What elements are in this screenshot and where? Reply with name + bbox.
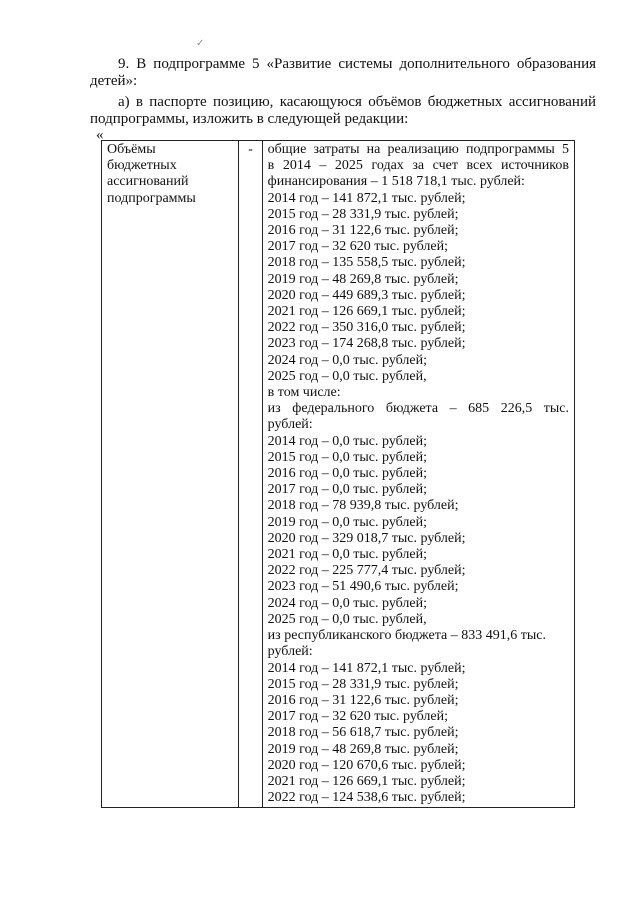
content-line: 2022 год – 225 777,4 тыс. рублей; [267,563,466,579]
content-line: 2016 год – 31 122,6 тыс. рублей; [267,692,459,708]
content-line: 2015 год – 0,0 тыс. рублей; [267,449,428,465]
opening-quote: « [96,127,104,143]
paragraph-9: 9. В подпрограмме 5 «Развитие системы дополнительного образования детей»: [90,56,596,89]
paragraph-a: а) в паспорте позицию, касающуюся объёмов бюджетных ассигнований подпрограммы, изложить в следующей редакции: [90,94,596,127]
content-line: 2024 год – 0,0 тыс. рублей; [267,595,428,611]
content-line: 2018 год – 78 939,8 тыс. рублей; [267,498,459,514]
content-line: 2019 год – 48 269,8 тыс. рублей; [267,271,459,287]
content-line: 2022 год – 350 316,0 тыс. рублей; [267,320,466,336]
content-line: финансирования – 1 518 718,1 тыс. рублей: [267,174,525,190]
content-line: 2017 год – 32 620 тыс. рублей; [267,239,449,255]
content-line: 2021 год – 0,0 тыс. рублей; [267,547,428,563]
content-line: 2014 год – 0,0 тыс. рублей; [267,433,428,449]
content-line: 2018 год – 56 618,7 тыс. рублей; [267,725,459,741]
content-line: 2020 год – 329 018,7 тыс. рублей; [267,530,466,546]
budget-passport-table [101,140,575,808]
content-line: 2020 год – 449 689,3 тыс. рублей; [267,287,466,303]
label-cell [102,141,239,808]
content-line: 2021 год – 126 669,1 тыс. рублей; [267,304,466,320]
content-line: 2021 год – 126 669,1 тыс. рублей; [267,773,466,789]
content-line: 2019 год – 48 269,8 тыс. рублей; [267,741,459,757]
content-line: 2022 год – 124 538,6 тыс. рублей; [267,790,466,806]
dash-cell [239,141,262,808]
content-line: 2019 год – 0,0 тыс. рублей; [267,514,428,530]
content-line: общие затраты на реализацию подпрограммы 5 [267,142,569,157]
content-line: 2025 год – 0,0 тыс. рублей, [267,611,427,627]
content-line: 2014 год – 141 872,1 тыс. рублей; [267,190,466,206]
content-line: в 2014 – 2025 годах за счет всех источников [267,158,569,174]
content-line: 2017 год – 0,0 тыс. рублей; [267,482,428,498]
content-line: 2014 год – 141 872,1 тыс. рублей; [267,660,466,676]
label-line: бюджетных [107,158,177,174]
content-line: 2018 год – 135 558,5 тыс. рублей; [267,255,466,271]
content-line: 2016 год – 31 122,6 тыс. рублей; [267,223,459,239]
label-line: Объёмы [107,142,156,157]
label-line: подпрограммы [107,190,196,206]
content-cell [262,141,574,808]
pen-mark: ✓ [196,38,205,49]
content-line: 2025 год – 0,0 тыс. рублей, [267,368,427,384]
content-line: 2020 год – 120 670,6 тыс. рублей; [267,757,466,773]
label-line: ассигнований [107,174,189,190]
content-line: 2024 год – 0,0 тыс. рублей; [267,352,428,368]
content-line: 2015 год – 28 331,9 тыс. рублей; [267,676,459,692]
table-row [102,141,575,808]
content-line: 2015 год – 28 331,9 тыс. рублей; [267,206,459,222]
content-line: 2016 год – 0,0 тыс. рублей; [267,466,428,482]
content-line: из республиканского бюджета – 833 491,6 тыс. [267,628,546,644]
content-line: 2017 год – 32 620 тыс. рублей; [267,709,449,725]
content-line: из федерального бюджета – 685 226,5 тыс. [267,401,569,417]
content-line: 2023 год – 51 490,6 тыс. рублей; [267,579,459,595]
dash: - [248,142,253,157]
content-line: в том числе: [267,385,341,401]
content-line: рублей: [267,644,313,660]
content-line: 2023 год – 174 268,8 тыс. рублей; [267,336,466,352]
content-line: рублей: [267,417,313,433]
